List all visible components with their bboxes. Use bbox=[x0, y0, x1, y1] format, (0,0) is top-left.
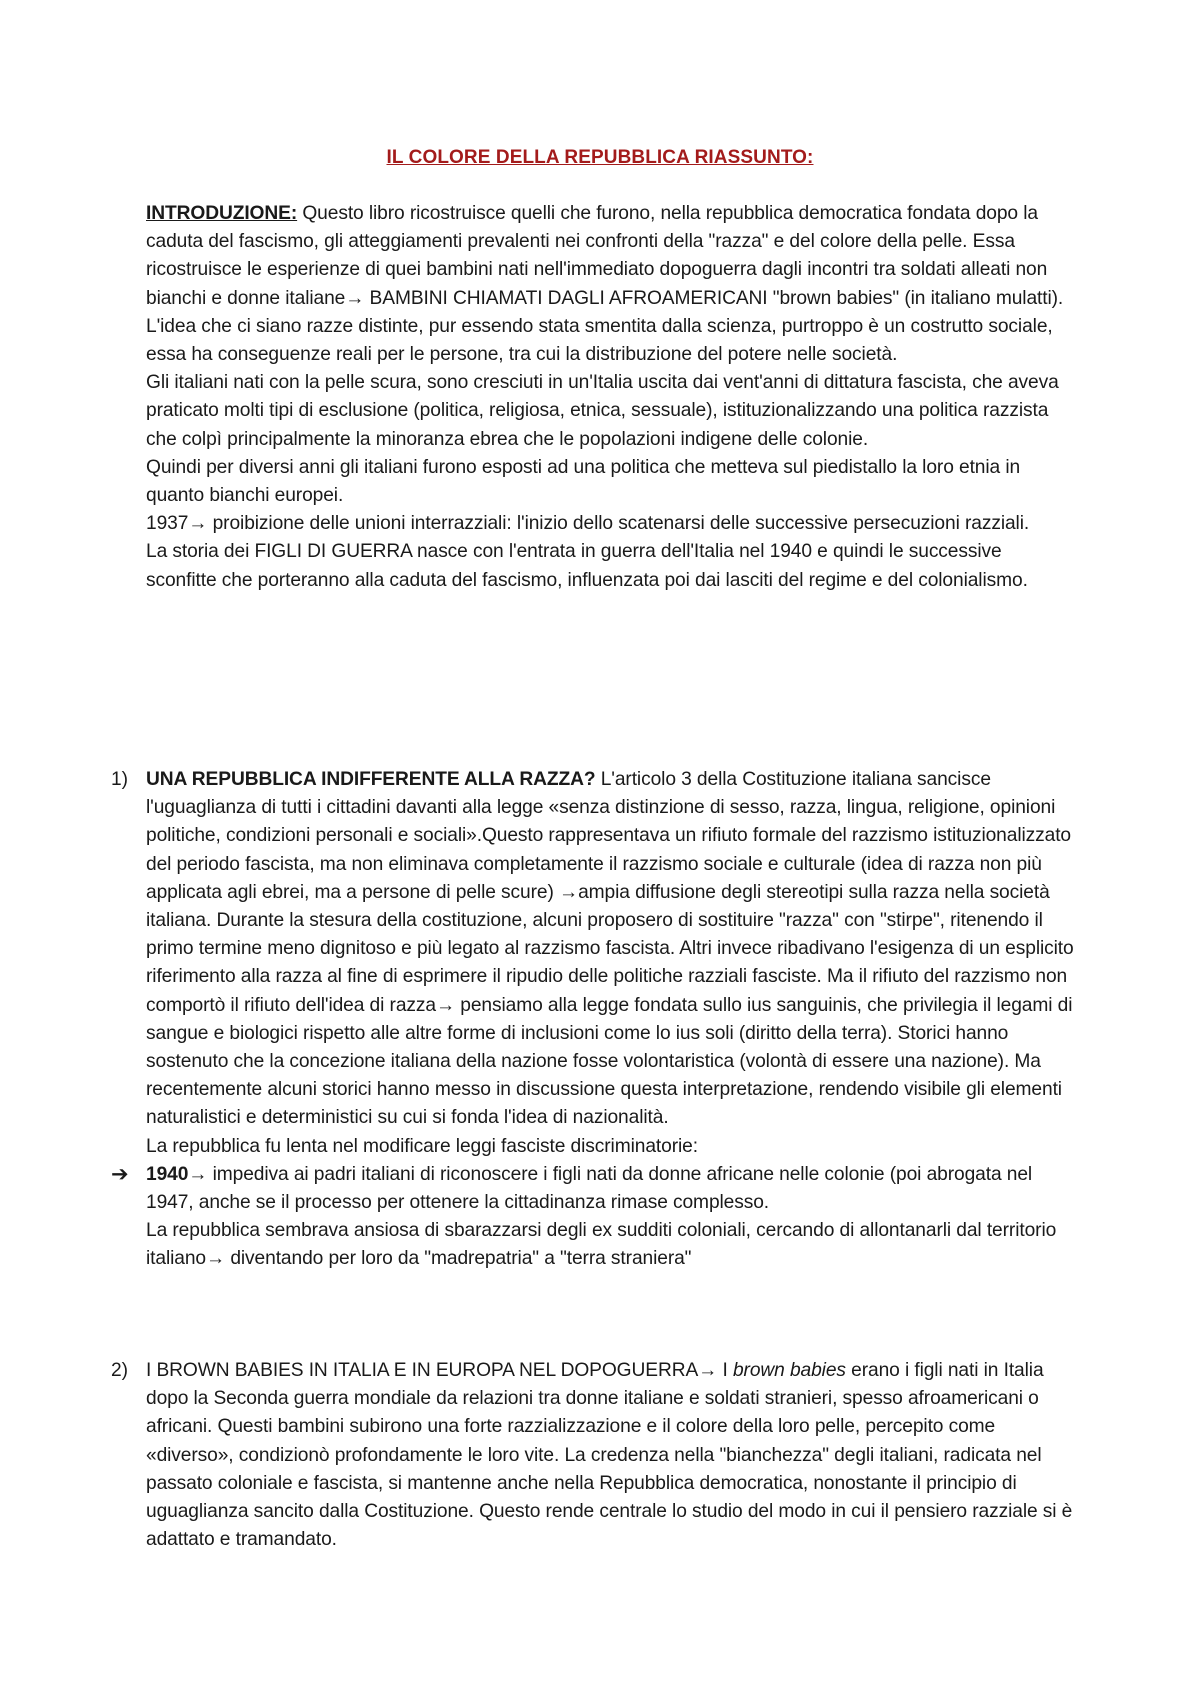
intro-paragraph-6: La storia dei FIGLI DI GUERRA nasce con l'entrata in guerra dell'Italia nel 1940 e quindi le successive sconfitte che porteranno alla caduta del fascismo, influenzata poi dai lasciti del regime e del colonialismo. bbox=[146, 541, 1028, 591]
section-1 bbox=[111, 766, 1076, 1274]
section-1-bullet bbox=[111, 1161, 1076, 1217]
section-1-heading: UNA REPUBBLICA INDIFFERENTE ALLA RAZZA? bbox=[146, 769, 596, 790]
document-title: IL COLORE DELLA REPUBBLICA RIASSUNTO: bbox=[386, 147, 814, 168]
intro-text-1: Questo libro ricostruisce quelli che furono, nella repubblica democratica fondata dopo la caduta del fascismo, gli atteggiamenti prevalenti nei confronti della "razza" e del colore della pelle. Essa ricostruisce le esperienze di quei bambini nati nell'immediato dopoguerra dagli incontri tra soldati alleati non bianchi e donne italiane→ BAMBINI CHIAMATI DAGLI AFROAMERICANI "brown babies" (in italiano mulatti). bbox=[146, 203, 1064, 309]
intro-label: INTRODUZIONE: bbox=[146, 203, 298, 224]
section-2 bbox=[111, 1357, 1076, 1554]
section-1-text-1: L'articolo 3 della Costituzione italiana sancisce l'uguaglianza di tutti i cittadini davanti alla legge «senza distinzione di sesso, razza, lingua, religione, opinioni politiche, condizioni personali e sociali».Questo rappresentava un rifiuto formale del razzismo istituzionalizzato del periodo fascista, ma non eliminava completamente il razzismo sociale e culturale (idea di razza non più applicata agli ebrei, ma a persone di pelle scure) →ampia diffusione degli stereotipi sulla razza nella società italiana. Durante la stesura della costituzione, alcuni proposero di sostituire "razza" con "stirpe", ritenendo il primo termine meno dignitoso e più legato al razzismo fascista. Altri invece ribadivano l'esigenza di un esplicito riferimento alla razza al fine di esprimere il ripudio delle politiche razziali fasciste. Ma il rifiuto del razzismo non comportò il rifiuto dell'idea di razza→ pensiamo alla legge fondata sullo ius sanguinis, che privilegia il legami di sangue e biologici rispetto alle altre forme di inclusioni come lo ius soli (diritto della terra). Storici hanno sostenuto che la concezione italiana della nazione fosse volontaristica (volontà di essere una nazione). Ma recentemente alcuni storici hanno messo in discussione questa interpretazione, rendendo visibile gli elementi naturalistici e deterministici su cui si fonda l'idea di nazionalità. bbox=[146, 769, 1074, 1129]
intro-paragraph-1 bbox=[146, 200, 1076, 313]
intro-paragraph-2: L'idea che ci siano razze distinte, pur essendo stata smentita dalla scienza, purtroppo è un costrutto sociale, essa ha conseguenze reali per le persone, tra cui la distribuzione del potere nelle società. bbox=[146, 315, 1053, 366]
introduction-section bbox=[146, 200, 1076, 595]
intro-paragraph-5: 1937→ proibizione delle unioni interrazziali: l'inizio dello scatenarsi delle successive persecuzioni razziali. bbox=[146, 513, 1030, 535]
section-1-paragraph-2: La repubblica fu lenta nel modificare leggi fasciste discriminatorie: bbox=[146, 1135, 698, 1157]
bullet-year: 1940 bbox=[146, 1163, 189, 1185]
section-2-lead: I bbox=[722, 1360, 728, 1381]
section-1-number: 1) bbox=[111, 769, 128, 790]
section-2-text: erano i figli nati in Italia dopo la Seconda guerra mondiale da relazioni tra donne italiane e soldati stranieri, spesso afroamericani o africani. Questi bambini subirono una forte razzializzazione e il colore della loro pelle, percepito come «diverso», condizionò profondamente le loro vite. La credenza nella "bianchezza" degli italiani, radicata nel passato coloniale e fascista, si mantenne anche nella Repubblica democratica, nonostante il principio di uguaglianza sancito dalla Costituzione. Questo rende centrale lo studio del modo in cui il pensiero razziale si è adattato e tramandato. bbox=[146, 1360, 1073, 1551]
section-2-italic-term: brown babies bbox=[732, 1360, 846, 1381]
bullet-arrow-icon: ➔ bbox=[111, 1162, 129, 1186]
section-1-paragraph-3: La repubblica sembrava ansiosa di sbarazzarsi degli ex sudditi coloniali, cercando di allontanarli dal territorio italiano→ diventando per loro da "madrepatria" a "terra straniera" bbox=[146, 1220, 1057, 1270]
intro-paragraph-4: Quindi per diversi anni gli italiani furono esposti ad una politica che metteva sul piedistallo la loro etnia in quanto bianchi europei. bbox=[146, 456, 1021, 507]
section-2-heading: I BROWN BABIES IN ITALIA E IN EUROPA NEL DOPOGUERRA→ bbox=[146, 1360, 718, 1381]
section-2-paragraph bbox=[146, 1357, 1076, 1554]
section-1-paragraph-1 bbox=[146, 766, 1076, 1133]
section-2-number: 2) bbox=[111, 1360, 128, 1381]
intro-paragraph-3: Gli italiani nati con la pelle scura, sono cresciuti in un'Italia uscita dai vent'anni di dittatura fascista, che aveva praticato molti tipi di esclusione (politica, religiosa, etnica, sessuale), istituzionalizzando una politica razzista che colpì principalmente la minoranza ebrea che le popolazioni indigene delle colonie. bbox=[146, 372, 1059, 450]
bullet-text: → impediva ai padri italiani di riconoscere i figli nati da donne africane nelle colonie (poi abrogata nel 1947, anche se il processo per ottenere la cittadinanza rimase complesso. bbox=[146, 1163, 1033, 1214]
